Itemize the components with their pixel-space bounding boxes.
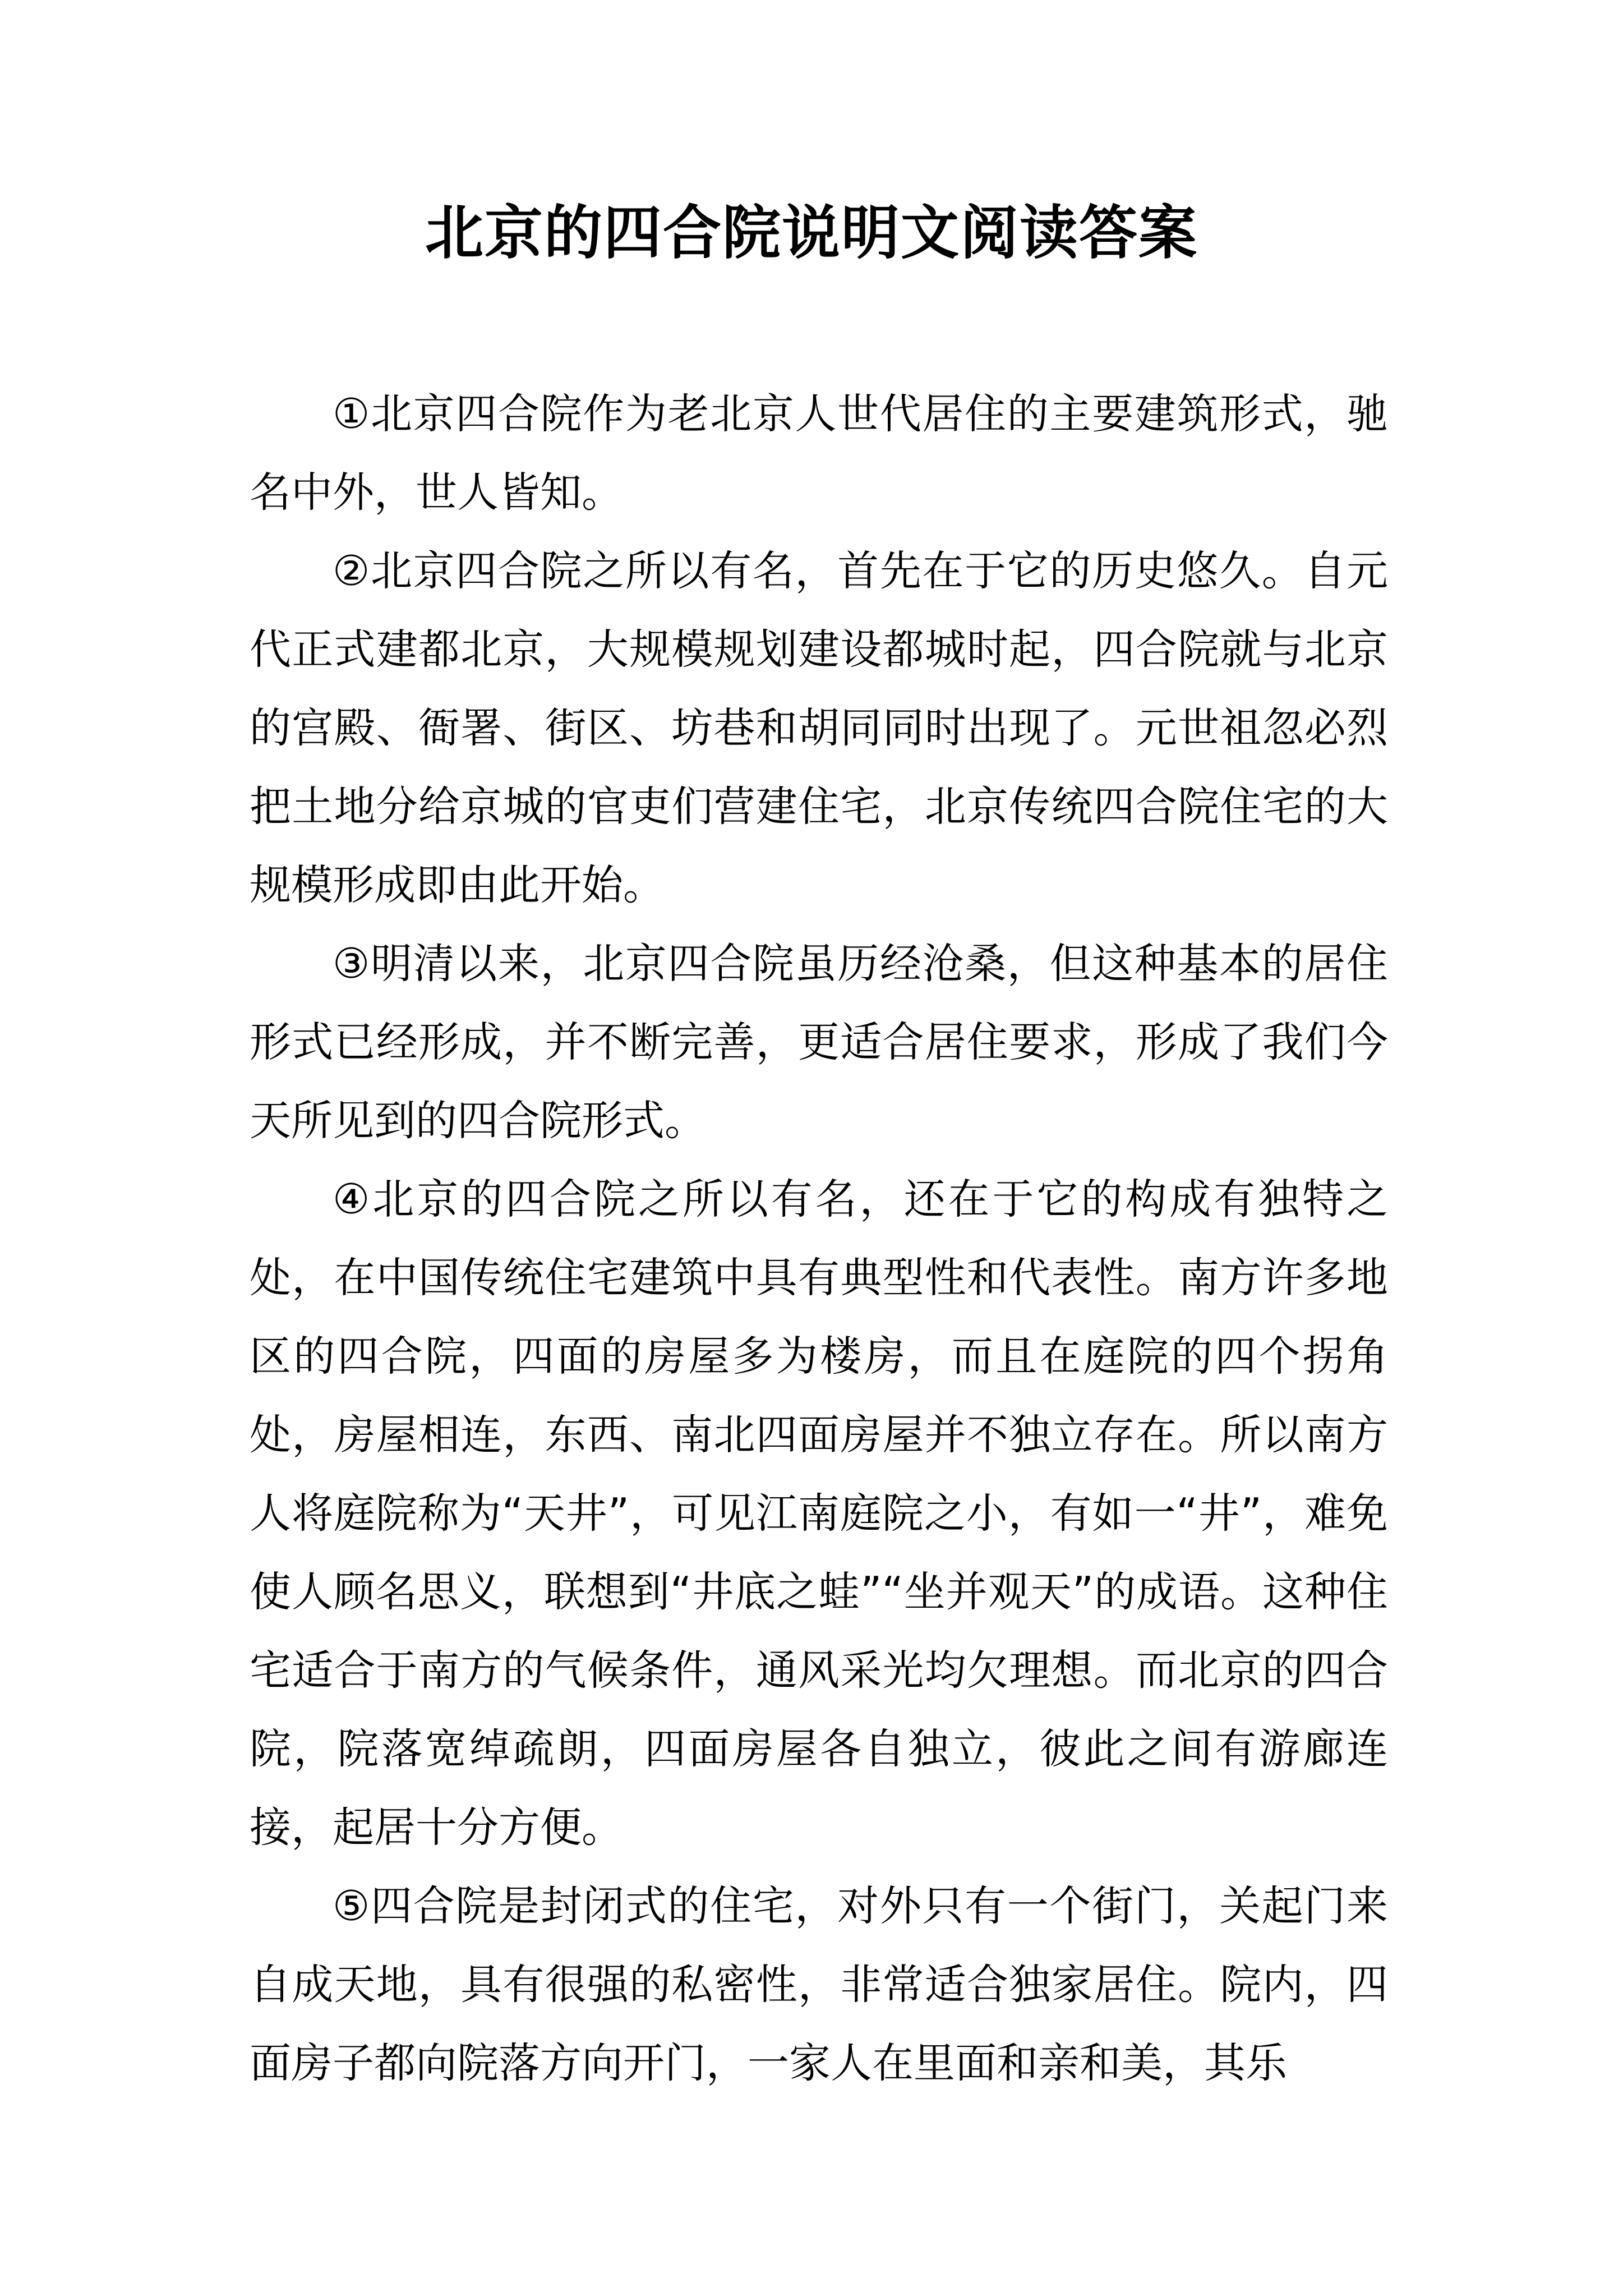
paragraph-4: ④北京的四合院之所以有名，还在于它的构成有独特之处，在中国传统住宅建筑中具有典型性和代表性。南方许多地区的四合院，四面的房屋多为楼房，而且在庭院的四个拐角处，房屋相连，东西、南北四面房屋并不独立存在。所以南方人将庭院称为“天井”，可见江南庭院之小，有如一“井”，难免使人顾名思义，联想到“井底之蛙”“坐并观天”的成语。这种住宅适合于南方的气候条件，通风采光均欠理想。而北京的四合院，院落宽绰疏朗，四面房屋各自独立，彼此之间有游廊连接，起居十分方便。: [250, 1175, 1388, 1852]
paragraph-3: ③明清以来，北京四合院虽历经沧桑，但这种基本的居住形式已经形成，并不断完善，更适合居住要求，形成了我们今天所见到的四合院形式。: [250, 940, 1388, 1145]
document-title: 北京的四合院说明文阅读答案: [425, 198, 1198, 267]
document-body: [250, 375, 1388, 2102]
paragraph-2: ②北京四合院之所以有名，首先在于它的历史悠久。自元代正式建都北京，大规模规划建设都城时起，四合院就与北京的宫殿、衙署、街区、坊巷和胡同同时出现了。元世祖忽必烈把土地分给京城的官吏们营建住宅，北京传统四合院住宅的大规模形成即由此开始。: [250, 547, 1388, 909]
paragraph-1: ①北京四合院作为老北京人世代居住的主要建筑形式，驰名中外，世人皆知。: [250, 390, 1388, 517]
paragraph-5: ⑤四合院是封闭式的住宅，对外只有一个街门，关起门来自成天地，具有很强的私密性，非常适合独家居住。院内，四面房子都向院落方向开门，一家人在里面和亲和美，其乐: [250, 1882, 1388, 2087]
